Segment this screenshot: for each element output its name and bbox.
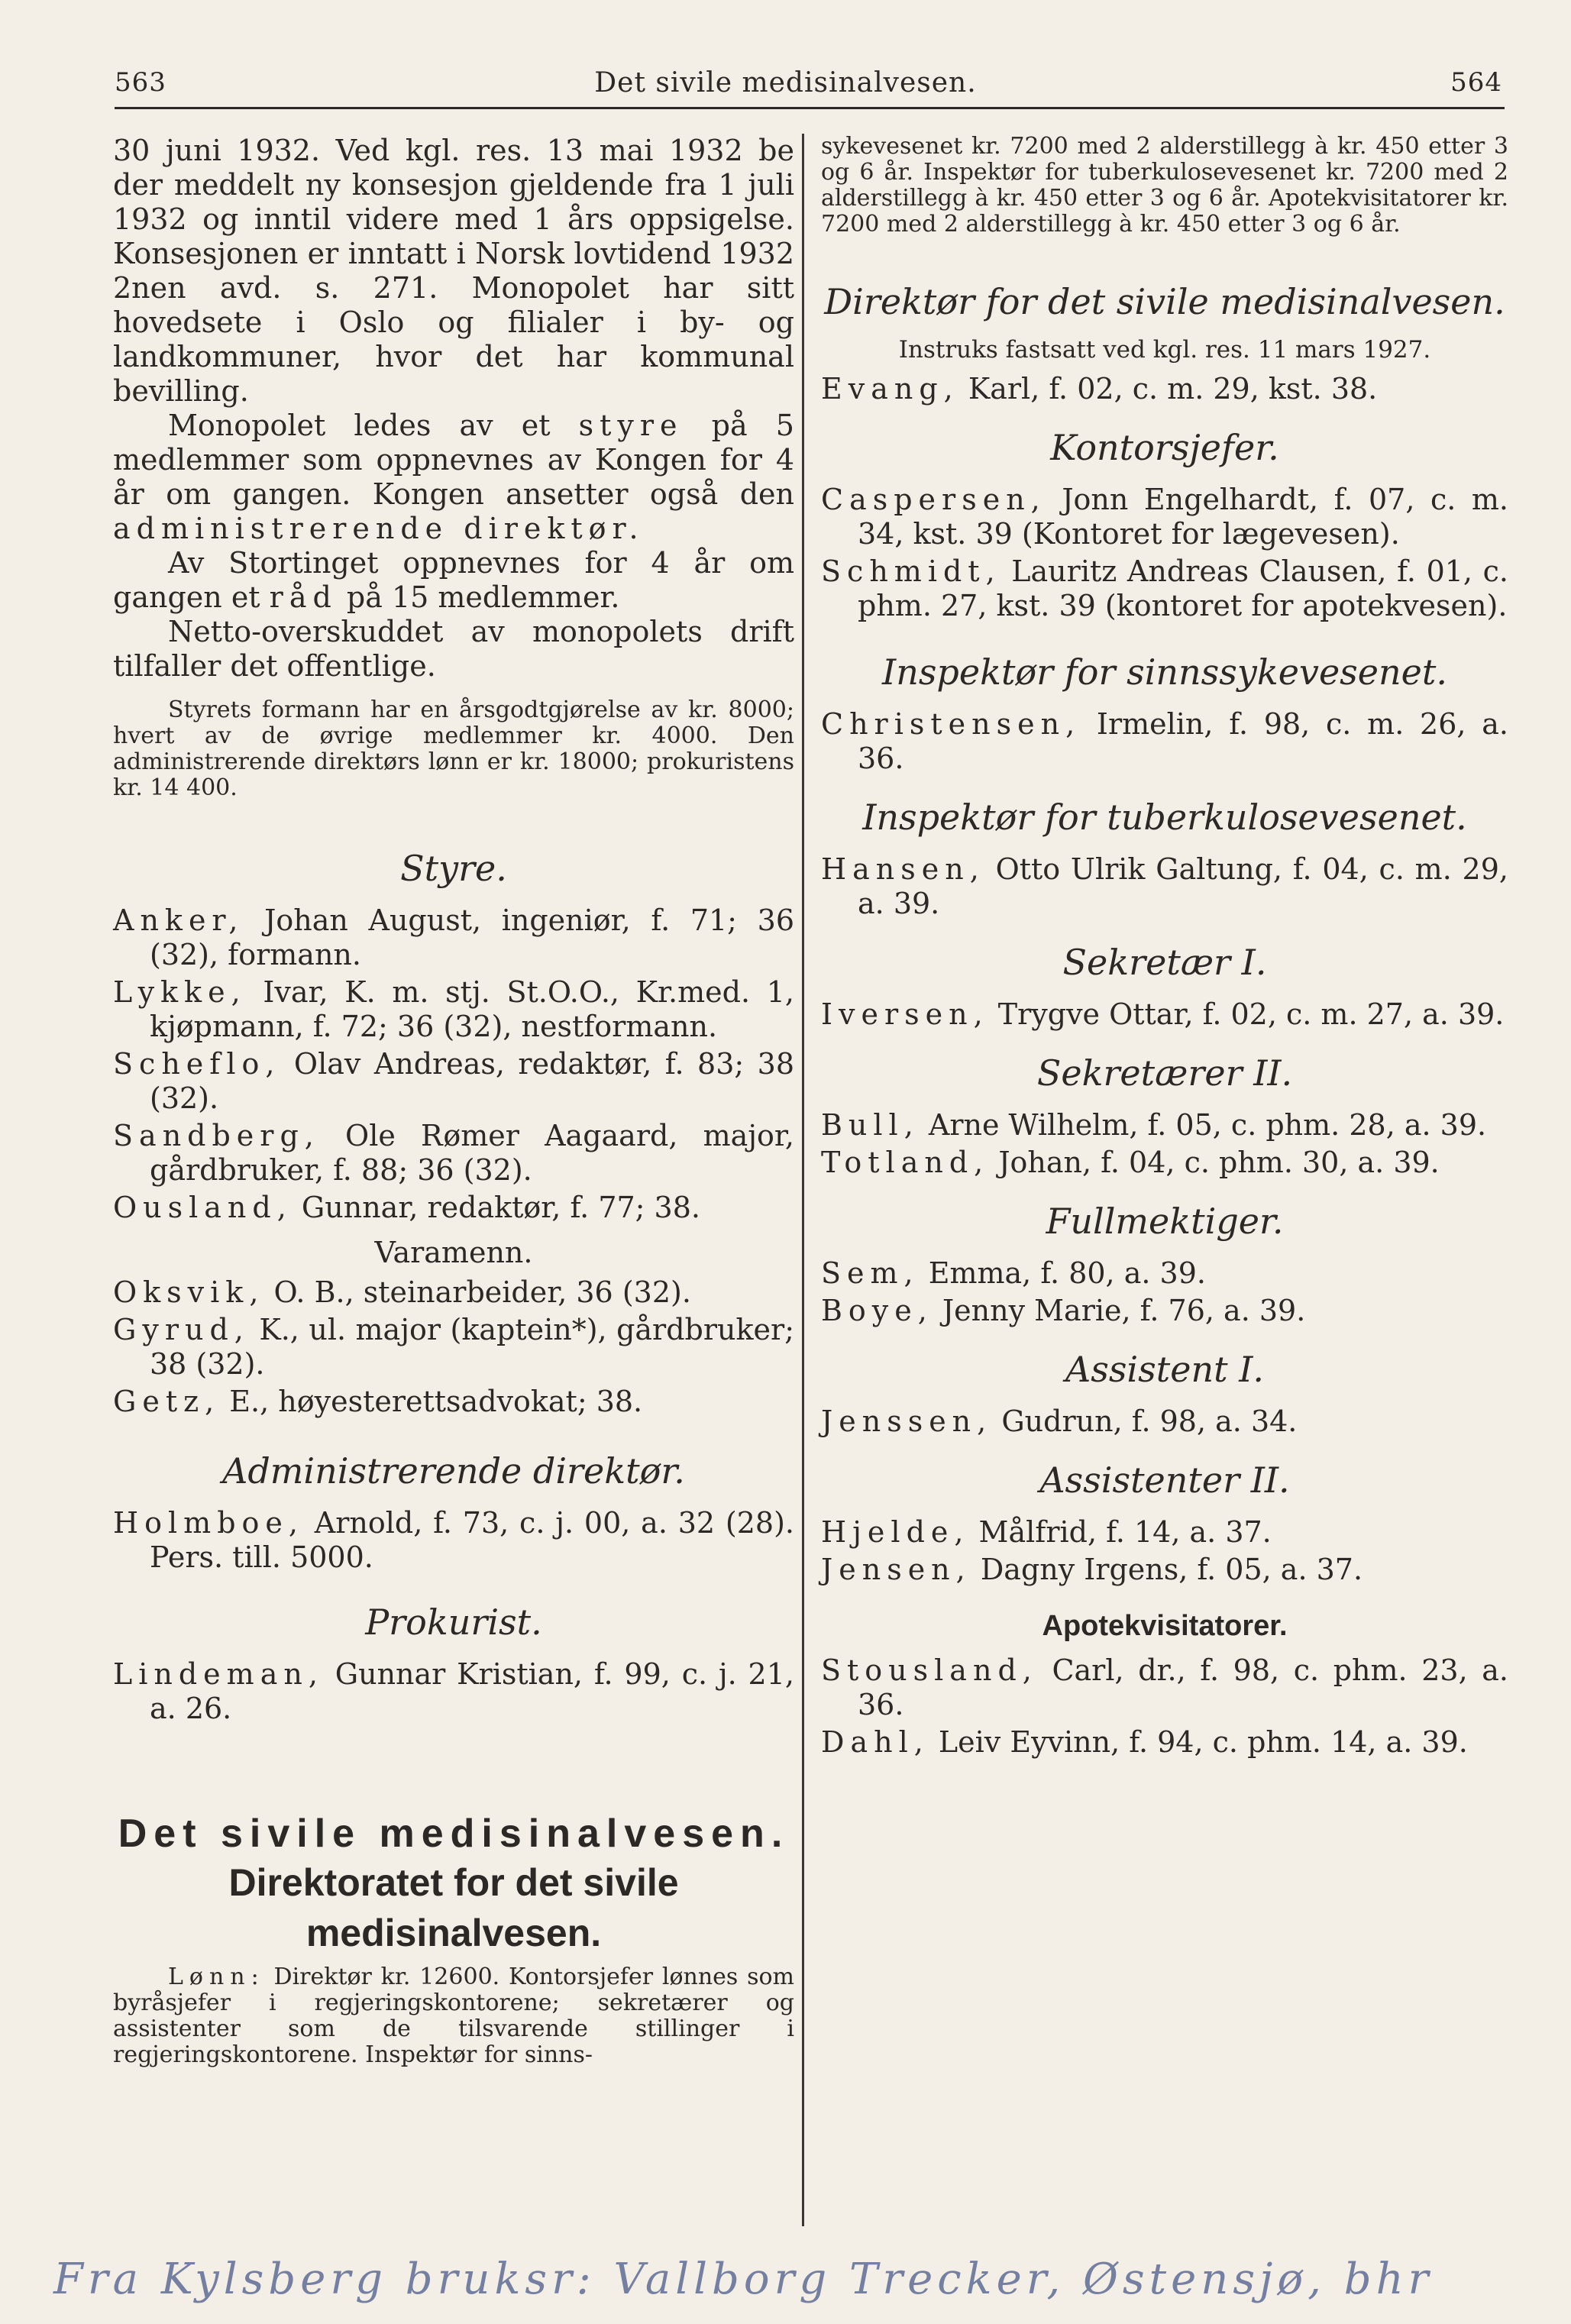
salary-note: Styrets formann har en årsgodtgjørelse av kr. 8000; hvert av de øvrige medlemmer kr. 4000. Den administrerende direktørs lønn er kr. 18000; prokuristens kr. 14 400. [113,697,794,801]
list-item: Scheflo, Olav Andreas, redaktør, f. 83; 38 (32). [113,1047,794,1115]
section-subtitle: Direktoratet for det sivile medisinalvesen. [228,1861,679,1954]
intro-paragraph-2: Monopolet ledes av et styre på 5 medlemmer som oppnevnes av Kongen for 4 år om gangen. Kongen ansetter også den administrerende direktør. [113,409,794,545]
list-item: Ousland, Gunnar, redaktør, f. 77; 38. [113,1191,700,1224]
page-number-left: 563 [115,67,166,98]
sekretaer1-entry: Iversen, Trygve Ottar, f. 02, c. m. 27, a. 39. [821,997,1505,1031]
prokurist-entry: Lindeman, Gunnar Kristian, f. 99, c. j. 21, a. 26. [113,1657,794,1725]
list-item: Boye, Jenny Marie, f. 76, a. 39. [821,1294,1306,1327]
sekretaer1-heading: Sekretær I. [1062,942,1267,983]
list-item: Sem, Emma, f. 80, a. 39. [821,1256,1206,1290]
tuberkulose-entry: Hansen, Otto Ulrik Galtung, f. 04, c. m. 29, a. 39. [821,852,1508,920]
list-item: Lykke, Ivar, K. m. stj. St.O.O., Kr.med. 1, kjøpmann, f. 72; 36 (32), nestformann. [113,975,794,1043]
left-column [113,134,794,2068]
list-item: Schmidt, Lauritz Andreas Clausen, f. 01, c. phm. 27, kst. 39 (kontoret for apotekvesen). [821,554,1508,622]
page-header [0,0,1571,107]
prokurist-heading: Prokurist. [365,1602,542,1643]
intro-paragraph-3: Av Stortinget oppnevnes for 4 år om gangen et råd på 15 medlemmer. [113,546,794,614]
kontorsjefer-heading: Kontorsjefer. [1050,427,1279,468]
list-item: Bull, Arne Wilhelm, f. 05, c. phm. 28, a. 39. [821,1108,1487,1142]
list-item: Getz, E., høyesterettsadvokat; 38. [113,1385,643,1418]
running-title: Det sivile medisinalvesen. [594,67,977,99]
assistenter2-heading: Assistenter II. [1039,1459,1290,1501]
list-item: Caspersen, Jonn Engelhardt, f. 07, c. m. 34, kst. 39 (Kontoret for lægevesen). [821,483,1508,551]
list-item: Oksvik, O. B., steinarbeider, 36 (32). [113,1275,691,1309]
intro-paragraph-1: 30 juni 1932. Ved kgl. res. 13 mai 1932 be der meddelt ny konsesjon gjeldende fra 1 juli 1932 og inntil videre med 1 års oppsigelse. Konsesjonen er inntatt i Norsk lovtidend 1932 2nen avd. s. 271. Monopolet har sitt hovedsete i Oslo og filialer i by- og landkommuner, hvor det har kommunal bevilling. [113,134,794,408]
instruks-line: Instruks fastsatt ved kgl. res. 11 mars 1927. [898,336,1431,364]
styre-list [113,903,794,1225]
styre-heading: Styre. [400,848,507,889]
direktor-heading: Direktør for det sivile medisinalvesen. [824,281,1505,322]
list-item: Sandberg, Ole Rømer Aagaard, major, gårdbruker, f. 88; 36 (32). [113,1119,794,1187]
sekretaerer2-heading: Sekretærer II. [1036,1052,1293,1094]
director-term: administrerende direktør. [113,512,645,545]
list-item: Hjelde, Målfrid, f. 14, a. 37. [821,1515,1272,1549]
right-column [821,134,1508,1763]
varamenn-heading: Varamenn. [374,1236,533,1269]
list-item: Dahl, Leiv Eyvinn, f. 94, c. phm. 14, a. 39. [821,1725,1468,1759]
sinnssyke-entry: Christensen, Irmelin, f. 98, c. m. 26, a. 36. [821,707,1508,775]
handwritten-note: Fra Kylsberg bruksr: Vallborg Trecker, Østensjø, bhr [53,2255,1434,2304]
sinnssyke-heading: Inspektør for sinnssykevesenet. [882,651,1447,693]
varamenn-list [113,1275,794,1419]
assistent1-entry: Jenssen, Gudrun, f. 98, a. 34. [821,1404,1298,1438]
styre-term: styre [578,409,684,442]
intro-paragraph-4: Netto-overskuddet av monopolets drift tilfaller det offentlige. [113,615,794,683]
list-item: Jensen, Dagny Irgens, f. 05, a. 37. [821,1553,1363,1586]
apotek-heading: Apotekvisitatorer. [1042,1610,1288,1642]
page-number-right: 564 [1450,67,1502,98]
list-item: Stousland, Carl, dr., f. 98, c. phm. 23, a. 36. [821,1653,1508,1721]
rad-term: råd [269,580,338,614]
column-divider [802,134,804,2226]
tuberkulose-heading: Inspektør for tuberkulosevesenet. [862,797,1467,838]
list-item: Anker, Johan August, ingeniør, f. 71; 36 (32), formann. [113,903,794,971]
assistent1-heading: Assistent I. [1065,1349,1264,1390]
list-item: Totland, Johan, f. 04, c. phm. 30, a. 39. [821,1146,1440,1179]
salary-paragraph: Lønn: Direktør kr. 12600. Kontorsjefer lønnes som byråsjefer i regjeringskontorene; sekretærer og assistenter som de tilsvarende stillinger i regjeringskontorene. Inspektør for sinns- [113,1964,794,2068]
salary-continuation: sykevesenet kr. 7200 med 2 alderstillegg à kr. 450 etter 3 og 6 år. Inspektør for tuberkulosevesenet kr. 7200 med 2 alderstillegg à kr. 450 etter 3 og 6 år. Apotekvisitatorer kr. 7200 med 2 alderstillegg à kr. 450 etter 3 og 6 år. [821,133,1508,238]
fullmektiger-heading: Fullmektiger. [1046,1201,1284,1242]
header-rule [115,107,1505,109]
list-item: Gyrud, K., ul. major (kaptein*), gårdbruker; 38 (32). [113,1313,794,1381]
direktor-entry: Evang, Karl, f. 02, c. m. 29, kst. 38. [821,372,1378,406]
section-title: Det sivile medisinalvesen. [118,1812,790,1856]
admdir-entry: Holmboe, Arnold, f. 73, c. j. 00, a. 32 (28). Pers. till. 5000. [113,1506,794,1574]
admdir-heading: Administrerende direktør. [222,1450,685,1492]
